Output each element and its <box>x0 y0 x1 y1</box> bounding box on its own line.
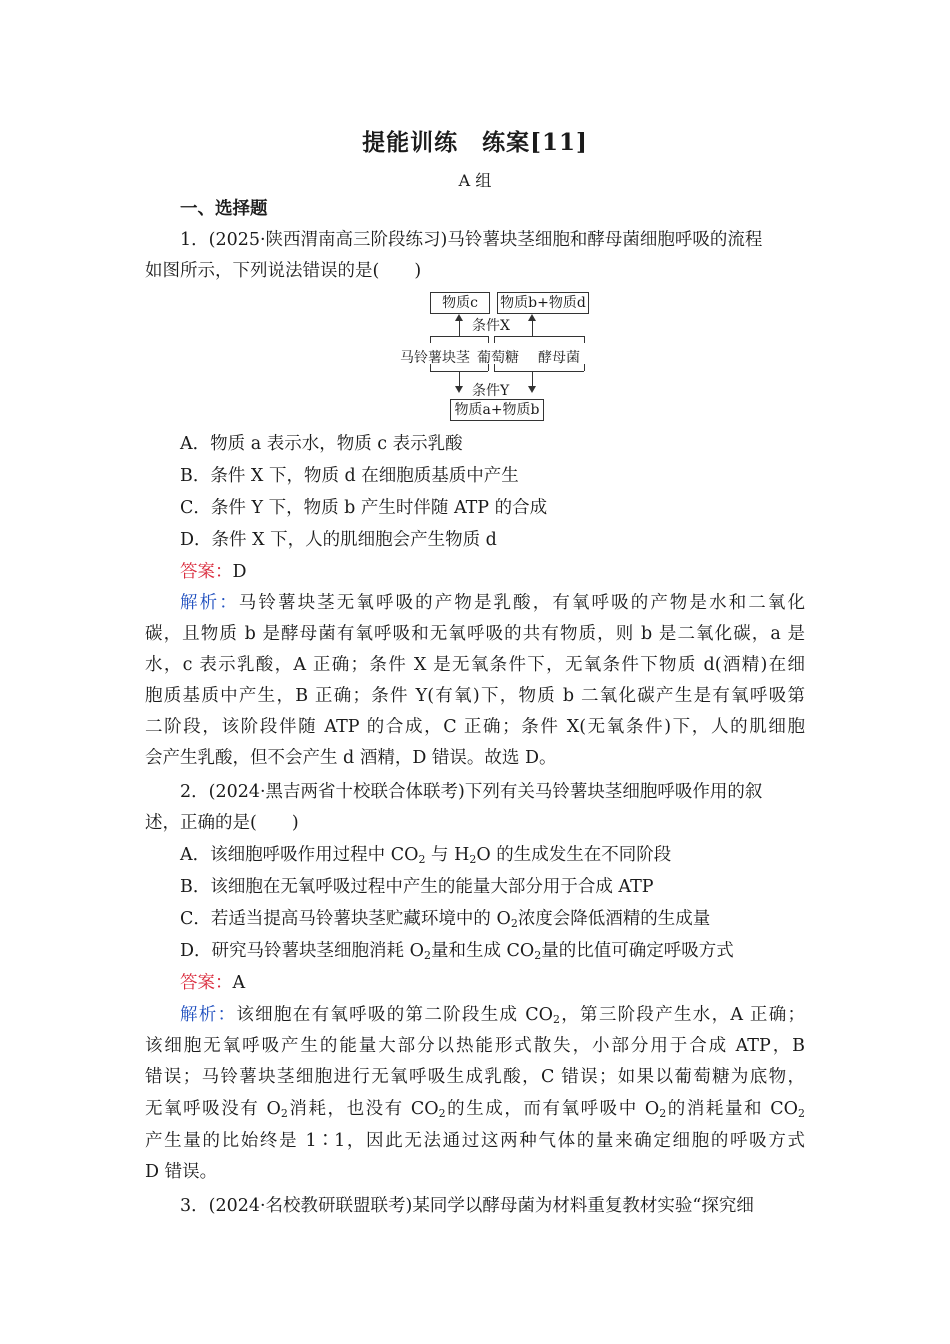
arrow-up-icon <box>528 314 536 321</box>
q2-stem-line1: 2．(2024·黑吉两省十校联合体联考)下列有关马铃薯块茎细胞呼吸作用的叙 <box>180 782 763 802</box>
q1-option-d: D．条件 X 下，人的肌细胞会产生物质 d <box>180 530 497 550</box>
potato-tuber-label: 马铃薯块茎 <box>400 350 470 366</box>
box-substance-c: 物质c <box>430 292 490 314</box>
connector <box>430 336 488 337</box>
explanation-label: 解析： <box>180 593 239 613</box>
yeast-label: 酵母菌 <box>538 350 580 366</box>
arrow-up-icon <box>455 314 463 321</box>
q2-explanation-line2: 该细胞无氧呼吸产生的能量大部分以热能形式散失，小部分用于合成 ATP，B <box>145 1036 805 1056</box>
connector <box>532 321 533 336</box>
q1-stem-line1: 1．(2025·陕西渭南高三阶段练习)马铃薯块茎细胞和酵母菌细胞呼吸的流程 <box>180 230 763 250</box>
q1-option-b: B．条件 X 下，物质 d 在细胞质基质中产生 <box>180 466 519 486</box>
section-heading: 一、选择题 <box>180 199 268 219</box>
q1-option-c: C．条件 Y 下，物质 b 产生时伴随 ATP 的合成 <box>180 498 548 518</box>
q3-stem-line1: 3．(2024·名校教研联盟联考)某同学以酵母菌为材料重复教材实验“探究细 <box>180 1196 754 1216</box>
group-label: A 组 <box>458 171 492 190</box>
answer-label: 答案： <box>180 973 233 993</box>
connector <box>494 336 584 337</box>
q2-option-d: D．研究马铃薯块茎细胞消耗 $O_2$量和生成 $CO_2$量的比值可确定呼吸方式 <box>180 941 734 962</box>
explanation-text: 马铃薯块茎无氧呼吸的产物是乳酸，有氧呼吸的产物是水和二氧化 <box>238 593 806 613</box>
connector <box>584 336 585 343</box>
q2-explanation-line5: 产生量的比始终是 1∶1，因此无法通过这两种气体的量来确定细胞的呼吸方式 <box>145 1131 805 1151</box>
q1-explanation-line2: 碳，且物质 b 是酵母菌有氧呼吸和无氧呼吸的共有物质，则 b 是二氧化碳，a 是 <box>145 624 805 644</box>
connector <box>494 364 495 371</box>
q1-answer <box>180 560 840 584</box>
connector <box>488 364 489 371</box>
q1-explanation-line1 <box>180 591 805 615</box>
connector <box>488 336 489 343</box>
q1-stem-line2: 如图所示，下列说法错误的是( ) <box>145 261 422 281</box>
q1-explanation-line3: 水，c 表示乳酸，A 正确；条件 X 是无氧条件下，无氧条件下物质 d(酒精)在细 <box>145 655 805 675</box>
q2-answer <box>180 971 840 995</box>
q1-explanation-line6: 会产生乳酸，但不会产生 d 酒精，D 错误。故选 D。 <box>145 748 557 768</box>
answer-value: A <box>232 973 246 993</box>
connector <box>459 321 460 336</box>
connector <box>430 364 431 371</box>
connector <box>430 336 431 343</box>
q1-explanation-line4: 胞质基质中产生，B 正确；条件 Y(有氧)下，物质 b 二氧化碳产生是有氧呼吸第 <box>145 686 805 706</box>
connector <box>494 336 495 343</box>
q2-option-a: A．该细胞呼吸作用过程中 $CO_2$ 与 $H_2O$ 的生成发生在不同阶段 <box>180 845 672 866</box>
q2-explanation-line6: D 错误。 <box>145 1162 218 1182</box>
q2-explanation-line3: 错误；马铃薯块茎细胞进行无氧呼吸生成乳酸，C 错误；如果以葡萄糖为底物， <box>145 1067 805 1087</box>
page-title: 提能训练 练案[11] <box>362 129 588 156</box>
q2-explanation-line4: 无氧呼吸没有 $O_2$消耗，也没有 $CO_2$的生成，而有氧呼吸中 $O_2$的消耗量和 $CO_2$ <box>145 1099 805 1120</box>
explanation-label: 解析： <box>180 1005 237 1025</box>
connector <box>459 371 460 386</box>
condition-x-label: 条件X <box>472 318 510 334</box>
answer-value: D <box>232 562 247 582</box>
connector <box>584 364 585 371</box>
condition-y-label: 条件Y <box>472 383 510 399</box>
answer-label: 答案： <box>180 562 233 582</box>
box-substance-ab: 物质a+物质b <box>450 399 544 421</box>
q2-stem-line2: 述，正确的是( ) <box>145 813 299 833</box>
connector <box>532 371 533 386</box>
arrow-down-icon <box>455 386 463 393</box>
connector <box>494 371 584 372</box>
q2-option-b: B．该细胞在无氧呼吸过程中产生的能量大部分用于合成 ATP <box>180 877 654 897</box>
arrow-down-icon <box>528 386 536 393</box>
glucose-label: 葡萄糖 <box>477 350 519 366</box>
q1-option-a: A．物质 a 表示水，物质 c 表示乳酸 <box>180 434 463 454</box>
q2-explanation-line1: 解析：该细胞在有氧呼吸的第二阶段生成 $CO_2$，第三阶段产生水，A 正确； <box>180 1005 805 1026</box>
box-substance-bd: 物质b+物质d <box>497 292 589 314</box>
q2-option-c: C．若适当提高马铃薯块茎贮藏环境中的 $O_2$浓度会降低酒精的生成量 <box>180 909 711 930</box>
q1-explanation-line5: 二阶段，该阶段伴随 ATP 的合成，C 正确；条件 X(无氧条件)下，人的肌细胞 <box>145 717 805 737</box>
